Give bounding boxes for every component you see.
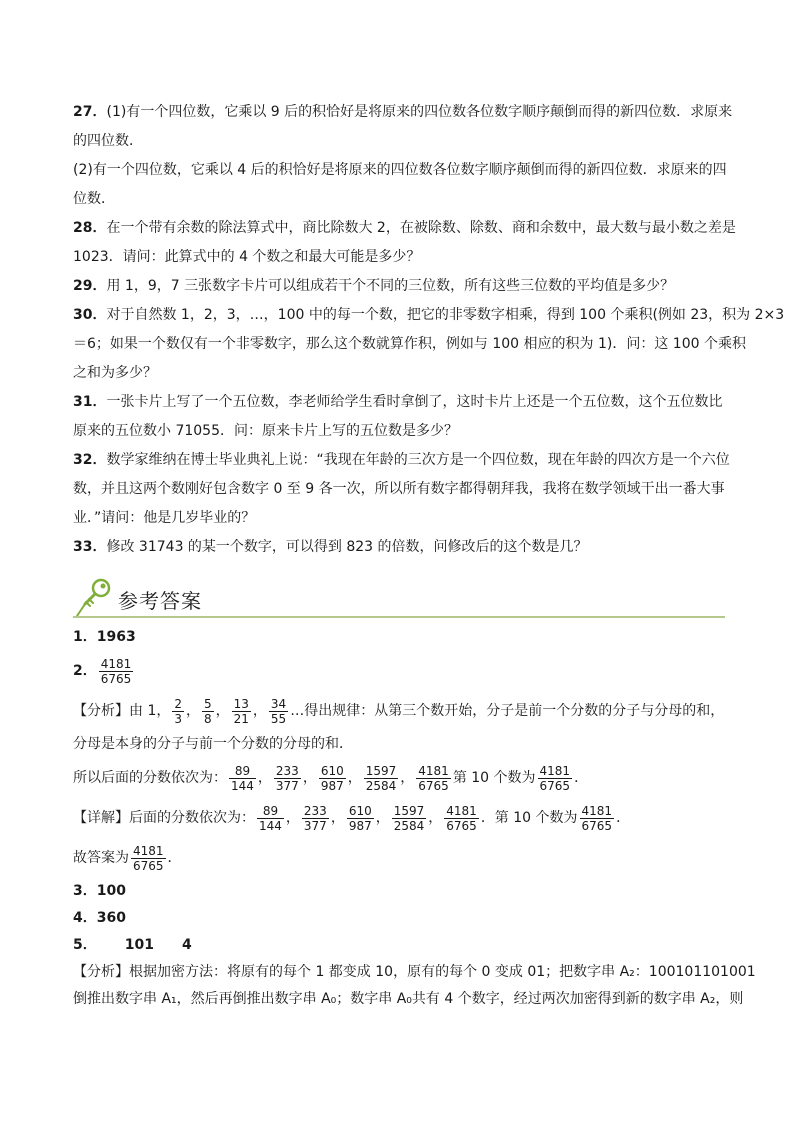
problem-31-line-2: 原来的五位数小 71055．问：原来卡片上写的五位数是多少？ (73, 423, 458, 439)
denominator: 6765 (446, 818, 477, 833)
analysis-text: …得出规律：从第三个数开始，分子是前一个分数的分子与分母的和， (290, 703, 725, 719)
separator: ， (428, 810, 443, 826)
answer-number: 5． (73, 937, 97, 953)
answer-number: 4． (73, 910, 97, 926)
answer-2-analysis-line-2: 分母是本身的分子与前一个分数的分母的和． (73, 736, 353, 752)
answer-5-analysis-line-1 (73, 959, 756, 986)
denominator: 55 (270, 711, 287, 726)
numerator: 4181 (581, 803, 613, 818)
analysis-text: 根据加密方法：将原有的每个 1 都变成 10，原有的每个 0 变成 01；把数字串 A₂：100101101001 (129, 964, 756, 980)
tenth-fraction (580, 804, 615, 833)
problem-31-line-1 (73, 388, 723, 417)
section-title: 参考答案 (118, 589, 202, 613)
next-fraction (257, 804, 284, 833)
analysis-text: 所以后面的分数依次为： (73, 770, 227, 786)
problem-text: 数学家维纳在博士毕业典礼上说：“我现在年龄的三次方是一个四位数，现在年龄的四次方是一个六位 (106, 452, 730, 468)
period: ． (574, 770, 589, 786)
separator: ， (257, 770, 272, 786)
answer-value: 1963 (96, 629, 136, 645)
answer-number: 1． (73, 629, 97, 645)
numerator: 5 (204, 696, 212, 711)
detail-text: ．第 10 个数为 (480, 810, 578, 826)
numerator: 233 (303, 803, 327, 818)
problem-text: 修改 31743 的某一个数字，可以得到 823 的倍数，问修改后的这个数是几？ (106, 539, 588, 555)
next-fraction (347, 804, 374, 833)
numerator: 1597 (393, 803, 425, 818)
problem-text: 用 1，9，7 三张数字卡片可以组成若干个不同的三位数，所有这些三位数的平均值是多少？ (106, 278, 675, 294)
answer-4 (73, 905, 723, 932)
problem-30-line-1 (73, 301, 785, 330)
denominator: 2584 (365, 778, 397, 793)
separator: ， (375, 810, 390, 826)
separator: ， (186, 703, 200, 719)
answer-number: 3． (73, 883, 97, 899)
problem-32-line-3: 业．”请问：他是几岁毕业的？ (73, 510, 256, 526)
numerator: 610 (320, 763, 344, 778)
separator: ， (400, 770, 415, 786)
next-fraction (416, 764, 451, 793)
answer-2 (73, 651, 723, 691)
denominator: 21 (233, 711, 249, 726)
answer-value-1: 101 (124, 937, 154, 953)
answer-2-detail (73, 798, 723, 838)
key-icon (71, 576, 115, 618)
problem-text: 一张卡片上写了一个五位数，李老师给学生看时拿倒了，这时卡片上还是一个五位数，这个五位数比 (106, 394, 723, 410)
analysis-text: 第 10 个数为 (452, 770, 536, 786)
analysis-tag: 【分析】 (73, 703, 129, 719)
denominator: 3 (174, 711, 182, 726)
numerator: 89 (262, 803, 279, 818)
answers-section-header (73, 574, 723, 624)
problem-33-line-1 (73, 533, 723, 562)
numerator: 4181 (539, 763, 571, 778)
denominator: 6765 (539, 778, 571, 793)
next-fraction (319, 764, 346, 793)
seq-fraction (232, 697, 251, 726)
answer-value-2: 4 (181, 937, 192, 953)
denominator: 377 (303, 818, 327, 833)
answer-1 (73, 624, 723, 651)
answer-5 (73, 932, 723, 959)
separator: ， (347, 770, 362, 786)
numerator: 89 (234, 763, 251, 778)
answer-2-next-fractions (73, 758, 723, 798)
problem-text: (1)有一个四位数，它乘以 9 后的积恰好是将原来的四位数各位数字顺序颠倒而得的新四位数．求原来 (106, 104, 733, 120)
separator: ， (285, 810, 300, 826)
problem-27-line-3: (2)有一个四位数，它乘以 4 后的积恰好是将原来的四位数各位数字顺序颠倒而得的新四位数．求原来的四 (73, 162, 727, 178)
answer-2-analysis-line-1 (73, 691, 723, 731)
period: ． (616, 810, 631, 826)
next-fraction (392, 804, 427, 833)
problem-27-line-4: 位数． (73, 191, 115, 207)
separator: ， (215, 703, 230, 719)
next-fraction (274, 764, 301, 793)
denominator: 6765 (100, 671, 132, 686)
problem-text: 对于自然数 1，2，3，…，100 中的每一个数，把它的非零数字相乘，得到 100 个乘积(例如 23，积为 2×3 (106, 307, 785, 323)
section-divider (73, 616, 725, 618)
problem-text: 在一个带有余数的除法算式中，商比除数大 2，在被除数、除数、商和余数中，最大数与最小数之差是 (106, 220, 736, 236)
numerator: 233 (275, 763, 299, 778)
seq-fraction (172, 697, 184, 726)
answer-2-conclusion (73, 838, 723, 878)
denominator: 144 (259, 818, 282, 833)
numerator: 13 (233, 696, 249, 711)
problem-number: 29． (73, 278, 107, 294)
problem-number: 31． (73, 394, 107, 410)
denominator: 6765 (133, 858, 164, 873)
denominator: 2584 (393, 818, 425, 833)
separator: ， (302, 770, 317, 786)
denominator: 987 (348, 818, 372, 833)
answer-value: 360 (96, 910, 126, 926)
denominator: 6765 (581, 818, 613, 833)
problem-28-line-2: 1023．请问：此算式中的 4 个数之和最大可能是多少？ (73, 249, 421, 265)
problem-30-line-3: 之和为多少？ (73, 365, 157, 381)
denominator: 8 (204, 711, 212, 726)
problem-number: 27． (73, 104, 107, 120)
numerator: 2 (174, 696, 182, 711)
problem-32-line-2: 数，并且这两个数刚好包含数字 0 至 9 各一次，所以所有数字都得朝拜我，我将在数学领域干出一番大事 (73, 481, 725, 497)
denominator: 987 (320, 778, 344, 793)
problem-number: 30． (73, 307, 107, 323)
problem-number: 28． (73, 220, 107, 236)
numerator: 4181 (133, 843, 164, 858)
analysis-text: 由 1， (129, 703, 171, 719)
answer-number: 2． (73, 663, 97, 679)
numerator: 4181 (418, 763, 449, 778)
problem-29-line-1 (73, 272, 723, 301)
problem-32-line-1 (73, 446, 730, 475)
answer-5-analysis-line-2: 倒推出数字串 A₁，然后再倒推出数字串 A₀；数字串 A₀共有 4 个数字，经过两次加密得到新的数字串 A₂，则 (73, 991, 744, 1007)
conclusion-text: 故答案为 (73, 850, 129, 866)
next-fraction (229, 764, 256, 793)
numerator: 610 (348, 803, 372, 818)
seq-fraction (269, 697, 288, 726)
tenth-fraction (538, 764, 573, 793)
detail-tag: 【详解】 (73, 810, 129, 826)
period: ． (167, 850, 182, 866)
next-fraction (302, 804, 329, 833)
problem-27-line-1 (73, 98, 733, 127)
numerator: 1597 (365, 763, 397, 778)
answer-fraction (99, 657, 134, 686)
answers-list (73, 624, 756, 1013)
detail-text: 后面的分数依次为： (129, 810, 255, 826)
answer-fraction (131, 844, 166, 873)
numerator: 4181 (100, 656, 132, 671)
separator: ， (252, 703, 267, 719)
problem-27-line-2: 的四位数． (73, 133, 143, 149)
answer-value: 100 (96, 883, 126, 899)
denominator: 144 (231, 778, 254, 793)
next-fraction (364, 764, 399, 793)
numerator: 34 (270, 696, 287, 711)
problem-28-line-1 (73, 214, 736, 243)
analysis-tag: 【分析】 (73, 964, 129, 980)
denominator: 377 (275, 778, 299, 793)
separator: ， (330, 810, 345, 826)
document-body (73, 98, 785, 1013)
problem-30-line-2: ＝6；如果一个数仅有一个非零数字，那么这个数就算作积，例如与 100 相应的积为 1)．问：这 100 个乘积 (73, 336, 746, 352)
problem-number: 33． (73, 539, 107, 555)
denominator: 6765 (418, 778, 449, 793)
answer-3 (73, 878, 723, 905)
seq-fraction (202, 697, 214, 726)
problem-number: 32． (73, 452, 107, 468)
next-fraction (444, 804, 479, 833)
numerator: 4181 (446, 803, 477, 818)
